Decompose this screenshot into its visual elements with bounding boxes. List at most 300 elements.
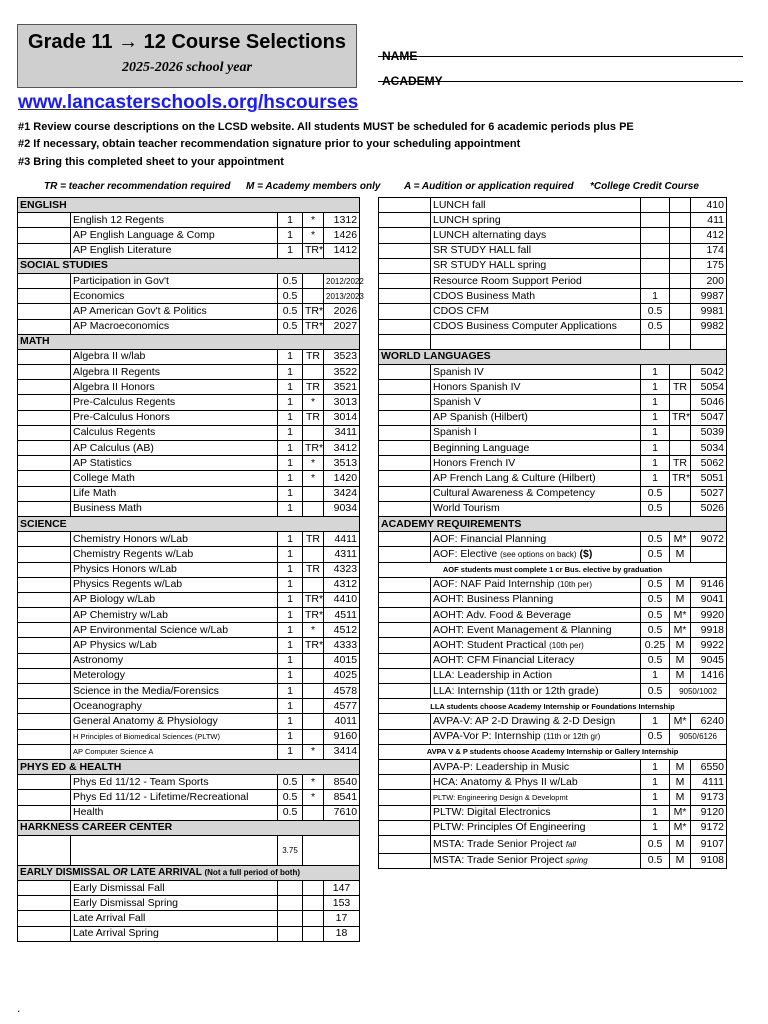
course-code: M [670,668,691,683]
course-number: 4578 [324,684,360,699]
course-row [18,577,360,592]
select-box[interactable] [379,258,431,273]
aof-note: AOF students must complete 1 cr Bus. elective by graduation [379,562,727,577]
course-row [379,835,727,853]
select-box[interactable] [18,790,71,805]
course-credit: 1 [278,425,303,440]
course-row [379,653,727,668]
course-number: 2012/2022 [324,273,360,288]
course-row [379,456,727,471]
school-year: 2025-2026 school year [122,60,252,75]
course-name: AP Physics w/Lab [71,638,278,653]
course-row [379,410,727,425]
select-box[interactable] [379,577,431,592]
select-box[interactable] [379,501,431,516]
course-credit: 1 [278,623,303,638]
course-credit: 1 [278,441,303,456]
select-box[interactable] [18,456,71,471]
course-number: 6240 [691,714,727,729]
course-number: 8540 [324,775,360,790]
select-box[interactable] [379,471,431,486]
avpa-note-row [379,744,727,759]
select-box[interactable] [379,759,431,774]
course-name: AP American Gov't & Politics [71,304,278,319]
select-box[interactable] [18,471,71,486]
course-name: Meterology [71,668,278,683]
select-box[interactable] [379,198,431,213]
select-box[interactable] [379,820,431,835]
course-code: M [670,577,691,592]
course-row [379,638,727,653]
course-credit [641,228,670,243]
course-number: 200 [691,273,727,288]
course-credit: 0.5 [641,304,670,319]
social-studies-header-label: SOCIAL STUDIES [18,258,360,273]
course-number: 3521 [324,380,360,395]
course-credit: 1 [278,684,303,699]
course-code: M* [670,820,691,835]
course-row [379,820,727,835]
course-number: 9173 [691,790,727,805]
course-name: AP French Lang & Culture (Hilbert) [431,471,641,486]
course-credit: 1 [278,395,303,410]
select-box[interactable] [18,729,71,744]
select-box[interactable] [18,486,71,501]
course-credit: 1 [278,243,303,258]
course-code: M* [670,623,691,638]
course-number: 3522 [324,365,360,380]
course-row [18,562,360,577]
select-box[interactable] [18,304,71,319]
select-box[interactable] [379,714,431,729]
select-box[interactable] [18,911,71,926]
course-credit [641,243,670,258]
select-box[interactable] [379,790,431,805]
course-note: fall [565,839,577,849]
course-number: 3414 [324,744,360,759]
course-name: Life Math [71,486,278,501]
course-row [18,608,360,623]
select-box[interactable] [379,243,431,258]
course-name: AVPA-Vor P: Internship (11th or 12th gr) [431,729,641,744]
course-number: 9982 [691,319,727,334]
select-box[interactable] [18,623,71,638]
course-credit: 1 [278,547,303,562]
select-box[interactable] [379,608,431,623]
course-code [303,425,324,440]
course-credit: 1 [641,410,670,425]
course-credit: 1 [278,365,303,380]
course-row [18,243,360,258]
course-code: TR [303,380,324,395]
table-cell [691,334,727,349]
select-box[interactable] [379,547,431,562]
course-name: Honors Spanish IV [431,380,641,395]
course-name: Chemistry Regents w/Lab [71,547,278,562]
course-number: 4311 [324,547,360,562]
course-row [18,684,360,699]
select-box[interactable] [18,228,71,243]
select-box[interactable] [379,729,431,744]
early-dismissal-header-label: EARLY DISMISSAL OR LATE ARRIVAL (Not a full period of both) [18,865,360,880]
course-name: AP Biology w/Lab [71,592,278,607]
course-credit: 1 [641,471,670,486]
course-row [18,775,360,790]
select-box[interactable] [18,577,71,592]
select-box[interactable] [18,805,71,820]
course-code [303,714,324,729]
course-row [18,319,360,334]
select-box[interactable] [379,684,431,699]
course-row [379,228,727,243]
select-box[interactable] [379,410,431,425]
course-name: AOHT: Student Practical (10th per) [431,638,641,653]
course-number: 3411 [324,425,360,440]
course-name: AP Spanish (Hilbert) [431,410,641,425]
course-number: 412 [691,228,727,243]
course-row [18,790,360,805]
course-number: 9920 [691,608,727,623]
course-number: 1420 [324,471,360,486]
course-row [18,714,360,729]
select-box[interactable] [379,668,431,683]
select-box[interactable] [379,592,431,607]
course-code [303,273,324,288]
course-credit: 1 [641,790,670,805]
course-credit [278,896,303,911]
course-number: 9918 [691,623,727,638]
select-box[interactable] [379,532,431,547]
course-credit: 0.5 [278,304,303,319]
course-row [379,273,727,288]
course-note: spring [565,856,588,866]
course-code: TR [670,380,691,395]
select-box[interactable] [18,684,71,699]
science-header [18,516,360,531]
select-box[interactable] [18,744,71,759]
select-box[interactable] [379,638,431,653]
select-box[interactable] [18,653,71,668]
course-credit: 1 [278,699,303,714]
phys-ed-header-label: PHYS ED & HEALTH [18,759,360,774]
course-name: Late Arrival Spring [71,926,278,941]
course-row [379,805,727,820]
course-row [379,289,727,304]
select-box[interactable] [379,380,431,395]
course-credit: 0.5 [278,790,303,805]
course-code [303,881,324,896]
course-credit [641,273,670,288]
course-code: TR* [670,410,691,425]
courses-link[interactable]: www.lancasterschools.org/hscourses [18,92,359,113]
select-box[interactable] [18,213,71,228]
course-name: College Math [71,471,278,486]
course-code: M* [670,805,691,820]
math-header [18,334,360,349]
course-credit: 1 [278,532,303,547]
course-name: Health [71,805,278,820]
course-row [379,853,727,868]
course-row [379,380,727,395]
select-box[interactable] [379,273,431,288]
course-credit: 1 [641,714,670,729]
course-name: Phys Ed 11/12 - Lifetime/Recreational [71,790,278,805]
course-name: LUNCH fall [431,198,641,213]
course-credit: 0.5 [641,501,670,516]
course-number: 4333 [324,638,360,653]
course-row [379,608,727,623]
course-row [18,395,360,410]
course-row [18,729,360,744]
course-credit: 0.5 [278,805,303,820]
course-number: 9172 [691,820,727,835]
course-row [379,775,727,790]
course-name: PLTW: Principles Of Engineering [431,820,641,835]
science-header-label: SCIENCE [18,516,360,531]
select-box[interactable] [18,699,71,714]
course-row [18,501,360,516]
course-row [18,471,360,486]
course-name: LUNCH spring [431,213,641,228]
course-name: General Anatomy & Physiology [71,714,278,729]
course-code [670,273,691,288]
course-row [18,653,360,668]
course-code: * [303,213,324,228]
course-name: AP Computer Science A [71,744,278,759]
course-number: 4577 [324,699,360,714]
select-box[interactable] [18,441,71,456]
early-dismissal-note: (Not a full period of both) [204,868,301,878]
course-name: Oceanography [71,699,278,714]
course-credit: 0.5 [641,486,670,501]
harkness-code [303,835,360,865]
course-row [18,273,360,288]
course-code [670,501,691,516]
course-credit: 0.5 [278,319,303,334]
course-number: 1416 [691,668,727,683]
select-box[interactable] [379,653,431,668]
select-box[interactable] [379,623,431,638]
course-code [303,653,324,668]
course-number: 3412 [324,441,360,456]
course-code: TR [303,562,324,577]
course-credit: 1 [278,577,303,592]
course-number: 3013 [324,395,360,410]
course-code: M [670,775,691,790]
course-credit: 1 [641,425,670,440]
course-row [379,592,727,607]
course-name: SR STUDY HALL spring [431,258,641,273]
lla-note-row [379,699,727,714]
course-code: * [303,395,324,410]
course-credit: 1 [641,380,670,395]
course-row [18,425,360,440]
course-code [670,365,691,380]
select-box[interactable] [18,775,71,790]
select-box[interactable] [18,425,71,440]
legend-m: M = Academy members only [246,181,381,192]
course-row [18,532,360,547]
name-field[interactable] [378,33,743,63]
course-name: AP Statistics [71,456,278,471]
select-box[interactable] [379,395,431,410]
course-name: Cultural Awareness & Competency [431,486,641,501]
select-box[interactable] [379,775,431,790]
course-name: MSTA: Trade Senior Project fall [431,835,641,853]
footer-mark: . [17,1001,21,1015]
course-name: LLA: Leadership in Action [431,668,641,683]
select-box[interactable] [18,896,71,911]
course-row [18,805,360,820]
course-name: PLTW: Digital Electronics [431,805,641,820]
course-code [303,896,324,911]
course-credit: 1 [278,714,303,729]
course-number: 9041 [691,592,727,607]
course-note: ($) [579,547,593,560]
instruction-2: #2 If necessary, obtain teacher recommendation signature prior to your scheduling appointment [18,138,521,150]
course-number: 3523 [324,349,360,364]
select-box[interactable] [18,592,71,607]
select-box[interactable] [18,319,71,334]
right-course-table [378,197,727,869]
course-number [691,547,727,562]
select-box[interactable] [18,562,71,577]
course-credit: 0.25 [641,638,670,653]
select-box[interactable] [379,835,431,853]
select-box[interactable] [379,805,431,820]
select-box[interactable] [18,638,71,653]
course-row [379,365,727,380]
course-credit: 0.5 [641,608,670,623]
course-credit: 0.5 [278,289,303,304]
select-box[interactable] [18,349,71,364]
select-box[interactable] [379,319,431,334]
select-box[interactable] [379,365,431,380]
select-box[interactable] [18,395,71,410]
select-box[interactable] [18,273,71,288]
course-name: AP Environmental Science w/Lab [71,623,278,638]
course-credit: 1 [278,729,303,744]
select-box[interactable] [18,380,71,395]
select-box[interactable] [379,228,431,243]
course-number: 1312 [324,213,360,228]
select-box[interactable] [379,425,431,440]
course-number: 1412 [324,243,360,258]
course-name: Beginning Language [431,441,641,456]
select-box[interactable] [18,501,71,516]
course-code: M [670,547,691,562]
course-row [379,486,727,501]
course-name: AOHT: Adv. Food & Beverage [431,608,641,623]
select-box[interactable] [18,714,71,729]
avpa-note: AVPA V & P students choose Academy Internship or Gallery Internship [379,744,727,759]
select-box[interactable] [18,881,71,896]
course-number: 9160 [324,729,360,744]
select-box[interactable] [379,289,431,304]
course-name: MSTA: Trade Senior Project spring [431,853,641,868]
course-name: AOF: Elective (see options on back) ($) [431,547,641,562]
course-row [379,714,727,729]
select-box[interactable] [379,304,431,319]
course-row [379,729,727,744]
course-row [18,410,360,425]
course-number: 1426 [324,228,360,243]
harkness-credit: 3.75 [278,835,303,865]
course-code [303,729,324,744]
course-name: Participation in Gov't [71,273,278,288]
select-box[interactable] [18,547,71,562]
course-credit: 0.5 [641,835,670,853]
course-credit [278,926,303,941]
social-studies-header [18,258,360,273]
course-name: English 12 Regents [71,213,278,228]
course-row [18,380,360,395]
course-row [18,744,360,759]
course-code: * [303,456,324,471]
select-box[interactable] [18,365,71,380]
select-box[interactable] [18,289,71,304]
course-code [303,668,324,683]
legend-college: *College Credit Course [590,181,699,192]
course-code [303,699,324,714]
course-code: TR* [303,608,324,623]
course-code: * [303,623,324,638]
course-name: Pre-Calculus Regents [71,395,278,410]
select-box[interactable] [18,835,71,865]
course-number: 2027 [324,319,360,334]
select-box[interactable] [379,486,431,501]
course-name: Algebra II w/lab [71,349,278,364]
harkness-row [18,835,360,865]
course-name: CDOS CFM [431,304,641,319]
course-name: SR STUDY HALL fall [431,243,641,258]
select-box[interactable] [379,456,431,471]
course-code [303,289,324,304]
academy-field[interactable] [378,58,743,88]
select-box[interactable] [18,532,71,547]
course-number: 9050/1002 [670,684,727,699]
course-code [303,365,324,380]
course-credit: 1 [641,456,670,471]
course-code [670,289,691,304]
course-number: 153 [324,896,360,911]
course-row [379,623,727,638]
course-row [379,304,727,319]
select-box[interactable] [18,243,71,258]
course-name: AP English Language & Comp [71,228,278,243]
select-box[interactable] [379,213,431,228]
course-number: 9146 [691,577,727,592]
course-number: 9922 [691,638,727,653]
course-code [303,926,324,941]
select-box[interactable] [379,853,431,868]
select-box[interactable] [379,441,431,456]
course-code [303,805,324,820]
course-name: AP Macroeconomics [71,319,278,334]
academy-requirements-header-label: ACADEMY REQUIREMENTS [379,516,727,531]
select-box[interactable] [18,410,71,425]
course-credit: 0.5 [278,273,303,288]
harkness-header-label: HARKNESS CAREER CENTER [18,820,360,835]
select-box[interactable] [18,926,71,941]
course-code [303,547,324,562]
course-name: AOF: NAF Paid Internship (10th per) [431,577,641,592]
course-row [18,304,360,319]
course-number: 8541 [324,790,360,805]
select-box[interactable] [18,608,71,623]
select-box[interactable] [18,668,71,683]
course-number: 4111 [691,775,727,790]
